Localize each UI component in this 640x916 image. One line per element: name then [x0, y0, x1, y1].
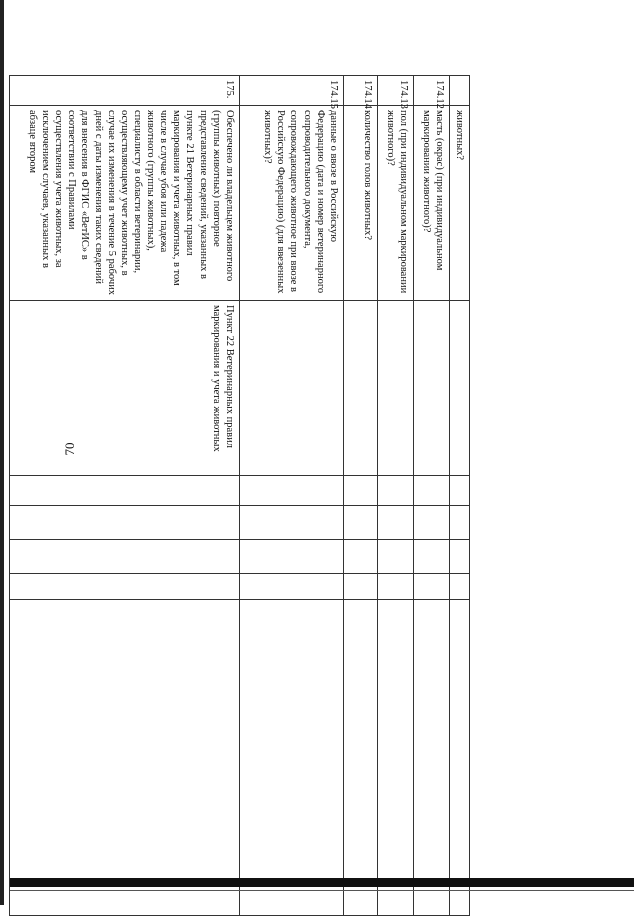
answer-cell	[343, 506, 377, 540]
answer-cell	[9, 540, 239, 574]
scan-edge	[0, 0, 4, 905]
table-row	[9, 76, 239, 916]
requirement-text: пол (при индивидуальном маркировании животного)?	[377, 106, 413, 301]
scan-border-line	[10, 890, 634, 891]
answer-cell	[239, 506, 343, 540]
notes-cell	[413, 600, 449, 916]
requirement-text: животных?	[449, 106, 469, 301]
answer-cell	[9, 506, 239, 540]
answer-cell	[9, 574, 239, 600]
answer-cell	[413, 574, 449, 600]
checklist-table	[9, 75, 470, 916]
page-number: 70	[62, 442, 77, 456]
answer-cell	[413, 476, 449, 506]
answer-cell	[343, 540, 377, 574]
answer-cell	[239, 476, 343, 506]
legal-reference	[377, 301, 413, 476]
answer-cell	[377, 476, 413, 506]
requirement-text: масть (окрас) (при индивидуальном маркировании животного)?	[413, 106, 449, 301]
table-row	[449, 76, 469, 916]
answer-cell	[449, 540, 469, 574]
row-number: 174.12	[413, 76, 449, 106]
row-number: 174.13	[377, 76, 413, 106]
answer-cell	[449, 506, 469, 540]
row-number: 175.	[9, 76, 239, 106]
table-row	[413, 76, 449, 916]
legal-reference: Пункт 22 Ветеринарных правил маркирования и учета животных	[9, 301, 239, 476]
answer-cell	[413, 506, 449, 540]
notes-cell	[449, 600, 469, 916]
row-number: 174.15	[239, 76, 343, 106]
legal-reference	[449, 301, 469, 476]
legal-reference	[343, 301, 377, 476]
row-number	[449, 76, 469, 106]
requirement-text: Обеспечено ли владельцем животного (группы животных) повторное представление сведений, указанных в пункте 21 Ветеринарных правил маркирования и учета животных, в том числе в случае убоя или падежа животного (группы животных), специалисту в области ветеринарии, осуществляющему учет животных, в случае их изменения в течение 5 рабочих дней с даты изменения таких сведений для внесения в ФГИС «ВетИС» в соответствии с Правилами осуществления учета животных, за исключением случаев, указанных в абзаце втором	[9, 106, 239, 301]
row-number: 174.14	[343, 76, 377, 106]
notes-cell	[9, 600, 239, 916]
answer-cell	[377, 574, 413, 600]
table-row	[377, 76, 413, 916]
answer-cell	[449, 476, 469, 506]
answer-cell	[239, 574, 343, 600]
answer-cell	[377, 506, 413, 540]
requirement-text: данные о ввозе в Российскую Федерацию (дата и номер ветеринарного сопроводительного документа, сопровождающего животное при ввозе в Российскую Федерацию) (для ввезенных животных)?	[239, 106, 343, 301]
legal-reference	[413, 301, 449, 476]
notes-cell	[377, 600, 413, 916]
requirement-text: количество голов животных?	[343, 106, 377, 301]
answer-cell	[377, 540, 413, 574]
answer-cell	[9, 476, 239, 506]
legal-reference	[239, 301, 343, 476]
table-row	[343, 76, 377, 916]
notes-cell	[239, 600, 343, 916]
notes-cell	[343, 600, 377, 916]
answer-cell	[343, 476, 377, 506]
answer-cell	[343, 574, 377, 600]
table-row	[239, 76, 343, 916]
scan-border-bottom	[10, 878, 634, 887]
answer-cell	[239, 540, 343, 574]
answer-cell	[449, 574, 469, 600]
answer-cell	[413, 540, 449, 574]
